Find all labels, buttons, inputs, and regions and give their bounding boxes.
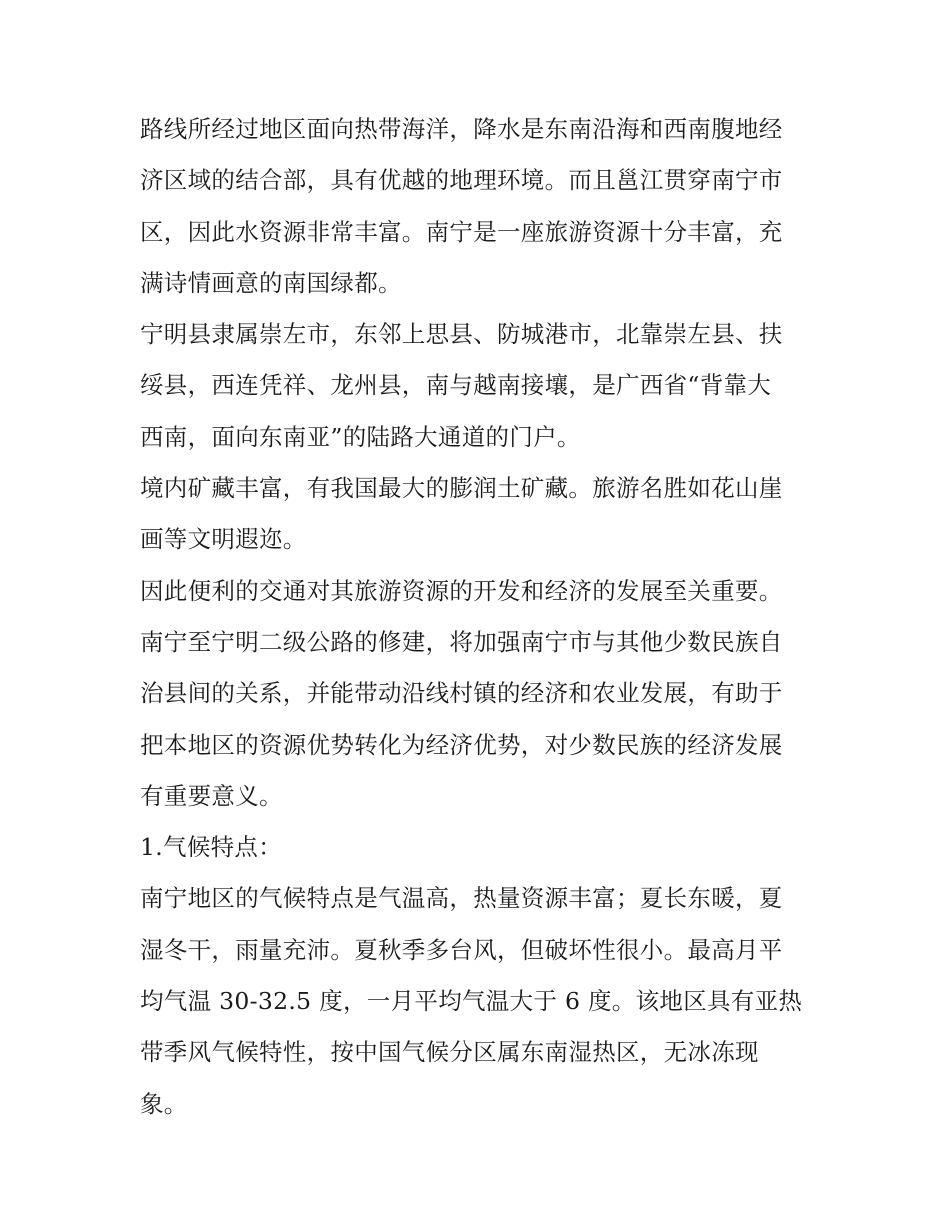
- text-line: 济区域的结合部，具有优越的地理环境。而且邕江贯穿南宁市: [140, 166, 783, 195]
- text-line: 均气温 30-32.5 度，一月平均气温大于 6 度。该地区具有亚热: [140, 987, 803, 1016]
- text-line: 带季风气候特性，按中国气候分区属东南湿热区，无冰冻现: [140, 1038, 759, 1067]
- text-line: 路线所经过地区面向热带海洋，降水是东南沿海和西南腹地经: [140, 115, 783, 143]
- text-line: 境内矿藏丰富，有我国最大的膨润土矿藏。旅游名胜如花山崖: [140, 474, 783, 503]
- text-line: 有重要意义。: [140, 781, 283, 810]
- text-line: 画等文明遐迩。: [140, 525, 307, 554]
- section-heading: 1.气候特点：: [140, 833, 283, 862]
- document-body: [140, 104, 815, 1130]
- text-line: 绥县，西连凭祥、龙州县，南与越南接壤，是广西省“背靠大: [140, 371, 772, 400]
- text-line: 象。: [140, 1089, 188, 1118]
- text-line: 因此便利的交通对其旅游资源的开发和经济的发展至关重要。: [140, 576, 783, 605]
- text-line: 南宁至宁明二级公路的修建，将加强南宁市与其他少数民族自: [140, 627, 783, 656]
- text-line: 治县间的关系，并能带动沿线村镇的经济和农业发展，有助于: [140, 679, 783, 708]
- text-line: 满诗情画意的南国绿都。: [140, 268, 402, 297]
- text-line: 宁明县隶属崇左市，东邻上思县、防城港市，北靠崇左县、扶: [140, 320, 783, 349]
- text-line: 西南，面向东南亚”的陆路大通道的门户。: [140, 422, 581, 451]
- text-line: 湿冬干，雨量充沛。夏秋季多台风，但破坏性很小。最高月平: [140, 935, 783, 964]
- text-line: 把本地区的资源优势转化为经济优势，对少数民族的经济发展: [140, 730, 783, 759]
- text-line: 南宁地区的气候特点是气温高，热量资源丰富；夏长东暖，夏: [140, 884, 783, 913]
- text-line: 区，因此水资源非常丰富。南宁是一座旅游资源十分丰富，充: [140, 217, 783, 246]
